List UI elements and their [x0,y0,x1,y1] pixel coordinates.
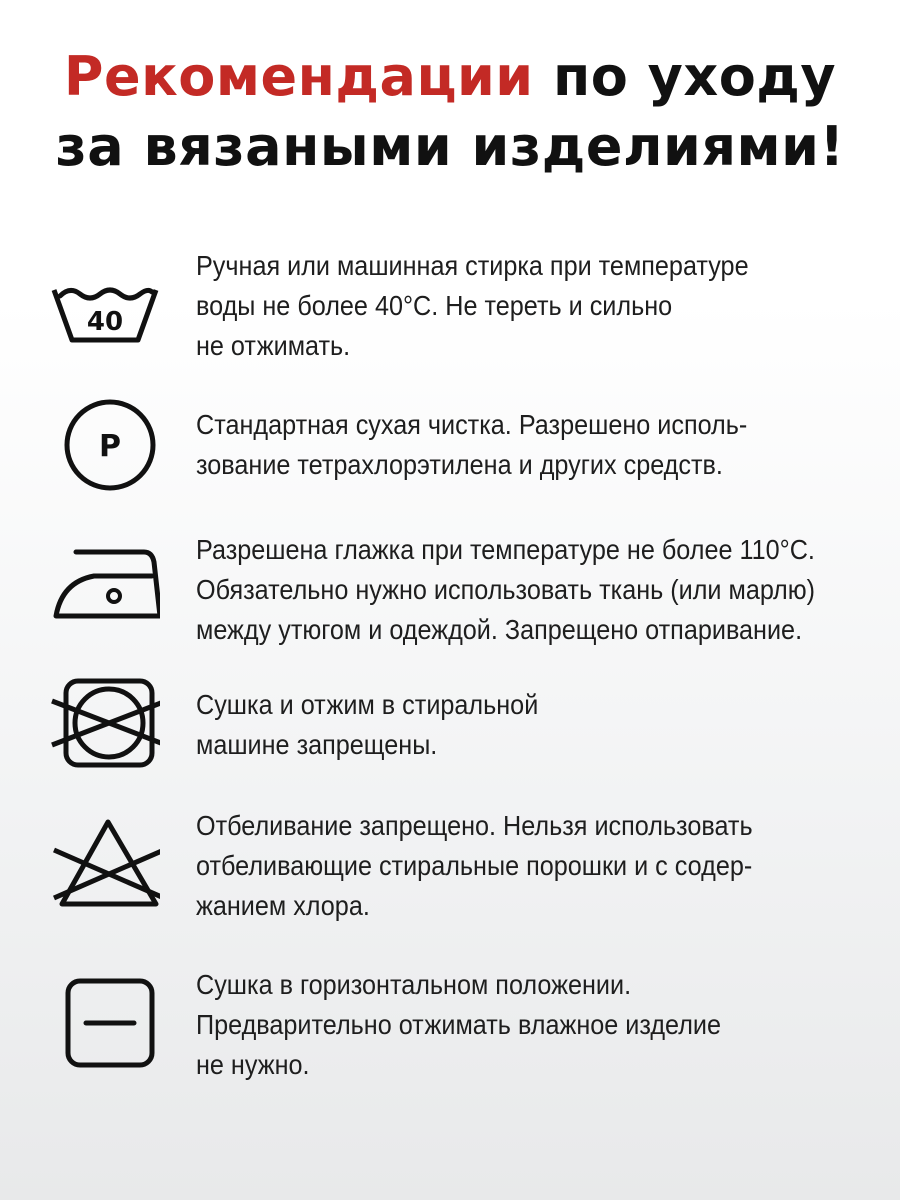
text-line: Ручная или машинная стирка при температуре [196,250,749,281]
text-line: Сушка и отжим в стиральной [196,689,539,720]
care-text-no-tumble-dry [196,685,799,765]
text-line: Предварительно отжимать влажное изделие [196,1009,722,1040]
text-line: жанием хлора. [196,890,370,921]
text-line: Сушка в горизонтальном положении. [196,969,632,1000]
title-line-1-rest: по уходу [552,45,837,108]
care-text-dry-clean [196,405,799,485]
text-line: зование тетрахлорэтилена и других средств. [196,449,723,480]
dry-clean-icon-label: P [99,429,121,464]
iron-one-dot-icon [48,536,160,648]
text-line: Разрешена глажка при температуре не более 110°С. [196,534,815,565]
title-accent: Рекомендации [63,45,534,108]
care-text-no-bleach [196,806,799,926]
dry-flat-icon [48,975,160,1087]
text-line: отбеливающие стиральные порошки и с содер- [196,850,753,881]
wash-icon-label: 40 [86,307,124,337]
care-text-wash [196,246,799,366]
dry-clean-p-icon [48,395,160,507]
care-text-iron [196,530,816,650]
wash-40-icon [48,248,160,360]
title-line-2: за вязаными изделиями! [55,115,845,178]
page-title [0,42,900,182]
text-line: между утюгом и одеждой. Запрещено отпаривание. [196,614,803,645]
text-line: машине запрещены. [196,729,438,760]
text-line: не отжимать. [196,330,351,361]
text-line: воды не более 40°С. Не тереть и сильно [196,290,673,321]
text-line: Отбеливание запрещено. Нельзя использовать [196,810,753,841]
care-text-dry-flat [196,965,799,1085]
text-line: Стандартная сухая чистка. Разрешено исполь- [196,409,748,440]
no-bleach-icon [48,814,160,926]
text-line: не нужно. [196,1049,310,1080]
text-line: Обязательно нужно использовать ткань (или марлю) [196,574,816,605]
title-line-1 [0,42,900,112]
no-tumble-dry-icon [48,675,160,787]
